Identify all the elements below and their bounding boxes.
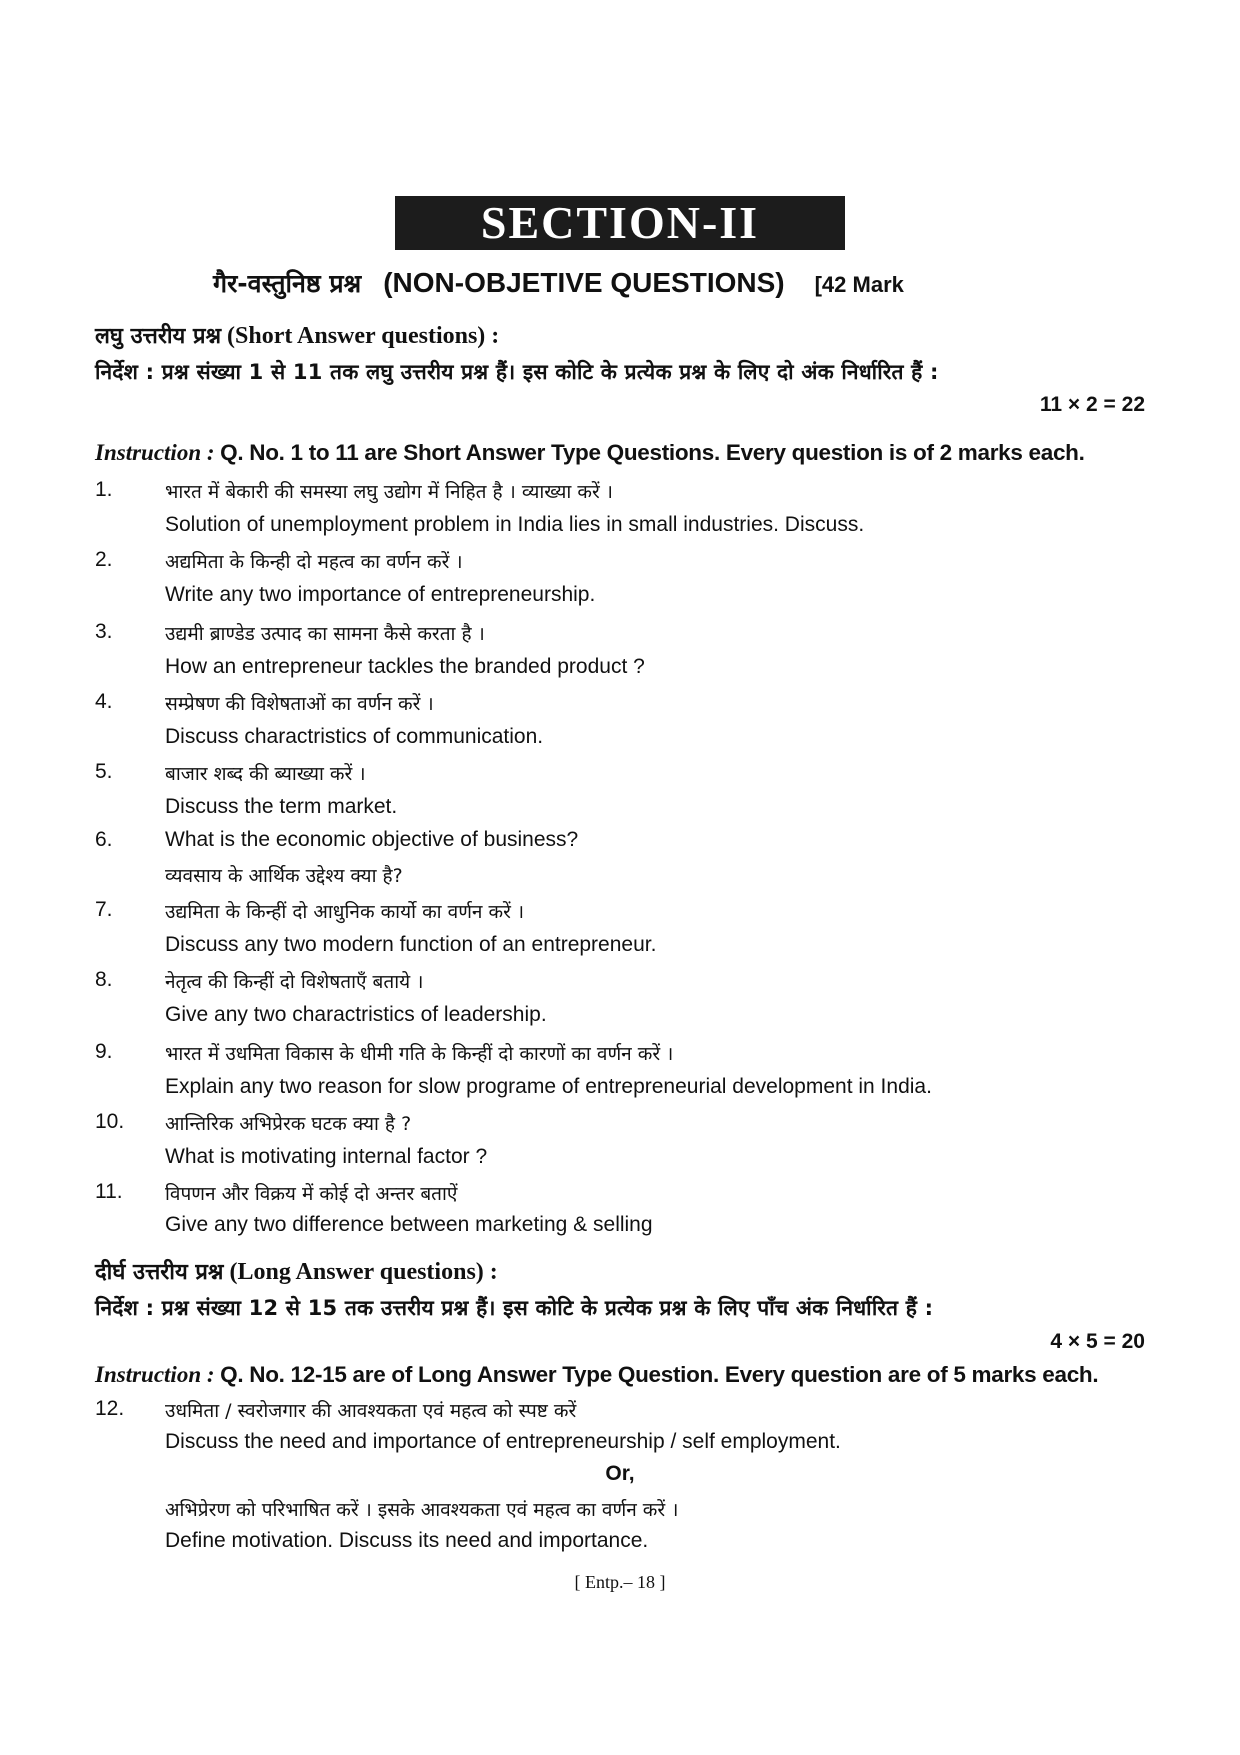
- question-number: 6.: [95, 828, 113, 851]
- section-title: SECTION-II: [395, 196, 845, 250]
- question-alt-hindi: अभिप्रेरण को परिभाषित करें । इसके आवश्यकता एवं महत्व का वर्णन करें ।: [165, 1499, 679, 1521]
- question-english: Discuss the need and importance of entrepreneurship / self employment.: [165, 1430, 841, 1453]
- section-subtitle: [213, 266, 904, 300]
- question-number: 11.: [95, 1180, 123, 1203]
- short-instruction: [95, 440, 1085, 466]
- question-hindi: उधमिता / स्वरोजगार की आवश्यकता एवं महत्व को स्पष्ट करें: [165, 1400, 577, 1422]
- short-heading-hindi: लघु उत्तरीय प्रश्न: [95, 324, 222, 349]
- question-hindi: व्यवसाय के आर्थिक उद्देश्य क्या है?: [165, 865, 403, 887]
- question-number: 1.: [95, 478, 113, 501]
- instruction-text: Q. No. 12-15 are of Long Answer Type Question. Every question are of 5 marks each.: [220, 1362, 1099, 1387]
- question-hindi: बाजार शब्द की ब्याख्या करें ।: [165, 763, 366, 785]
- question-hindi: नेतृत्व की किन्हीं दो विशेषताएँ बताये ।: [165, 971, 424, 993]
- question-hindi: विपणन और विक्रय में कोई दो अन्तर बताऐं: [165, 1183, 458, 1205]
- long-answer-heading: [95, 1256, 498, 1286]
- page-footer: [ Entp.– 18 ]: [574, 1572, 666, 1592]
- subtitle-marks: [42 Mark: [814, 272, 904, 297]
- question-number: 4.: [95, 690, 113, 713]
- question-english: Solution of unemployment problem in India lies in small industries. Discuss.: [165, 513, 865, 536]
- question-number: 8.: [95, 968, 113, 991]
- short-marks-formula: 11 × 2 = 22: [1039, 393, 1145, 416]
- question-number: 10.: [95, 1110, 125, 1133]
- question-hindi: भारत में उधमिता विकास के धीमी गति के किन्हीं दो कारणों का वर्णन करें ।: [165, 1043, 674, 1065]
- or-separator: Or,: [605, 1462, 635, 1485]
- question-number: 5.: [95, 760, 113, 783]
- long-heading-hindi: दीर्घ उत्तरीय प्रश्न: [95, 1260, 224, 1285]
- question-english: What is the economic objective of business?: [165, 828, 579, 851]
- instruction-label: Instruction :: [95, 1362, 215, 1387]
- question-number: 7.: [95, 898, 113, 921]
- question-english: How an entrepreneur tackles the branded product ?: [165, 655, 645, 678]
- question-english: Explain any two reason for slow programe of entrepreneurial development in India.: [165, 1075, 932, 1098]
- question-english: Give any two difference between marketing & selling: [165, 1213, 653, 1236]
- subtitle-hindi: गैर-वस्तुनिष्ठ प्रश्न: [213, 269, 362, 298]
- instruction-label: Instruction :: [95, 440, 215, 465]
- question-hindi: आन्तिरिक अभिप्रेरक घटक क्या है ?: [165, 1113, 412, 1135]
- question-english: Discuss any two modern function of an entrepreneur.: [165, 933, 657, 956]
- long-heading-english: (Long Answer questions) :: [223, 1259, 498, 1285]
- short-answer-heading: [95, 320, 499, 350]
- question-alt-english: Define motivation. Discuss its need and importance.: [165, 1529, 649, 1552]
- question-english: Give any two charactristics of leadership.: [165, 1003, 547, 1026]
- question-number: 3.: [95, 620, 113, 643]
- long-direction: निर्देश : प्रश्न संख्या 12 से 15 तक उत्तरीय प्रश्न हैं। इस कोटि के प्रत्येक प्रश्न के लिए पाँच अंक निर्धारित हैं :: [95, 1296, 934, 1320]
- question-number: 2.: [95, 548, 113, 571]
- question-hindi: अद्यमिता के किन्ही दो महत्व का वर्णन करें ।: [165, 551, 463, 573]
- long-marks-formula: 4 × 5 = 20: [1050, 1330, 1145, 1353]
- instruction-text: Q. No. 1 to 11 are Short Answer Type Questions. Every question is of 2 marks each.: [220, 440, 1085, 465]
- question-number: 9.: [95, 1040, 113, 1063]
- long-instruction: [95, 1362, 1098, 1388]
- short-heading-english: (Short Answer questions) :: [221, 323, 500, 349]
- question-hindi: उद्यमी ब्राण्डेड उत्पाद का सामना कैसे करता है ।: [165, 623, 485, 645]
- question-number: 12.: [95, 1397, 125, 1420]
- question-english: Discuss the term market.: [165, 795, 398, 818]
- question-english: Discuss charactristics of communication.: [165, 725, 544, 748]
- subtitle-english: (NON-OBJETIVE QUESTIONS): [383, 267, 785, 298]
- question-hindi: सम्प्रेषण की विशेषताओं का वर्णन करें ।: [165, 693, 434, 715]
- question-english: What is motivating internal factor ?: [165, 1145, 488, 1168]
- short-direction: निर्देश : प्रश्न संख्या 1 से 11 तक लघु उत्तरीय प्रश्न हैं। इस कोटि के प्रत्येक प्रश्न के लिए दो अंक निर्धारित हैं :: [95, 360, 939, 384]
- question-hindi: भारत में बेकारी की समस्या लघु उद्योग में निहित है । व्याख्या करें ।: [165, 481, 613, 503]
- question-hindi: उद्यमिता के किन्हीं दो आधुनिक कार्यो का वर्णन करें ।: [165, 901, 525, 923]
- question-english: Write any two importance of entrepreneurship.: [165, 583, 596, 606]
